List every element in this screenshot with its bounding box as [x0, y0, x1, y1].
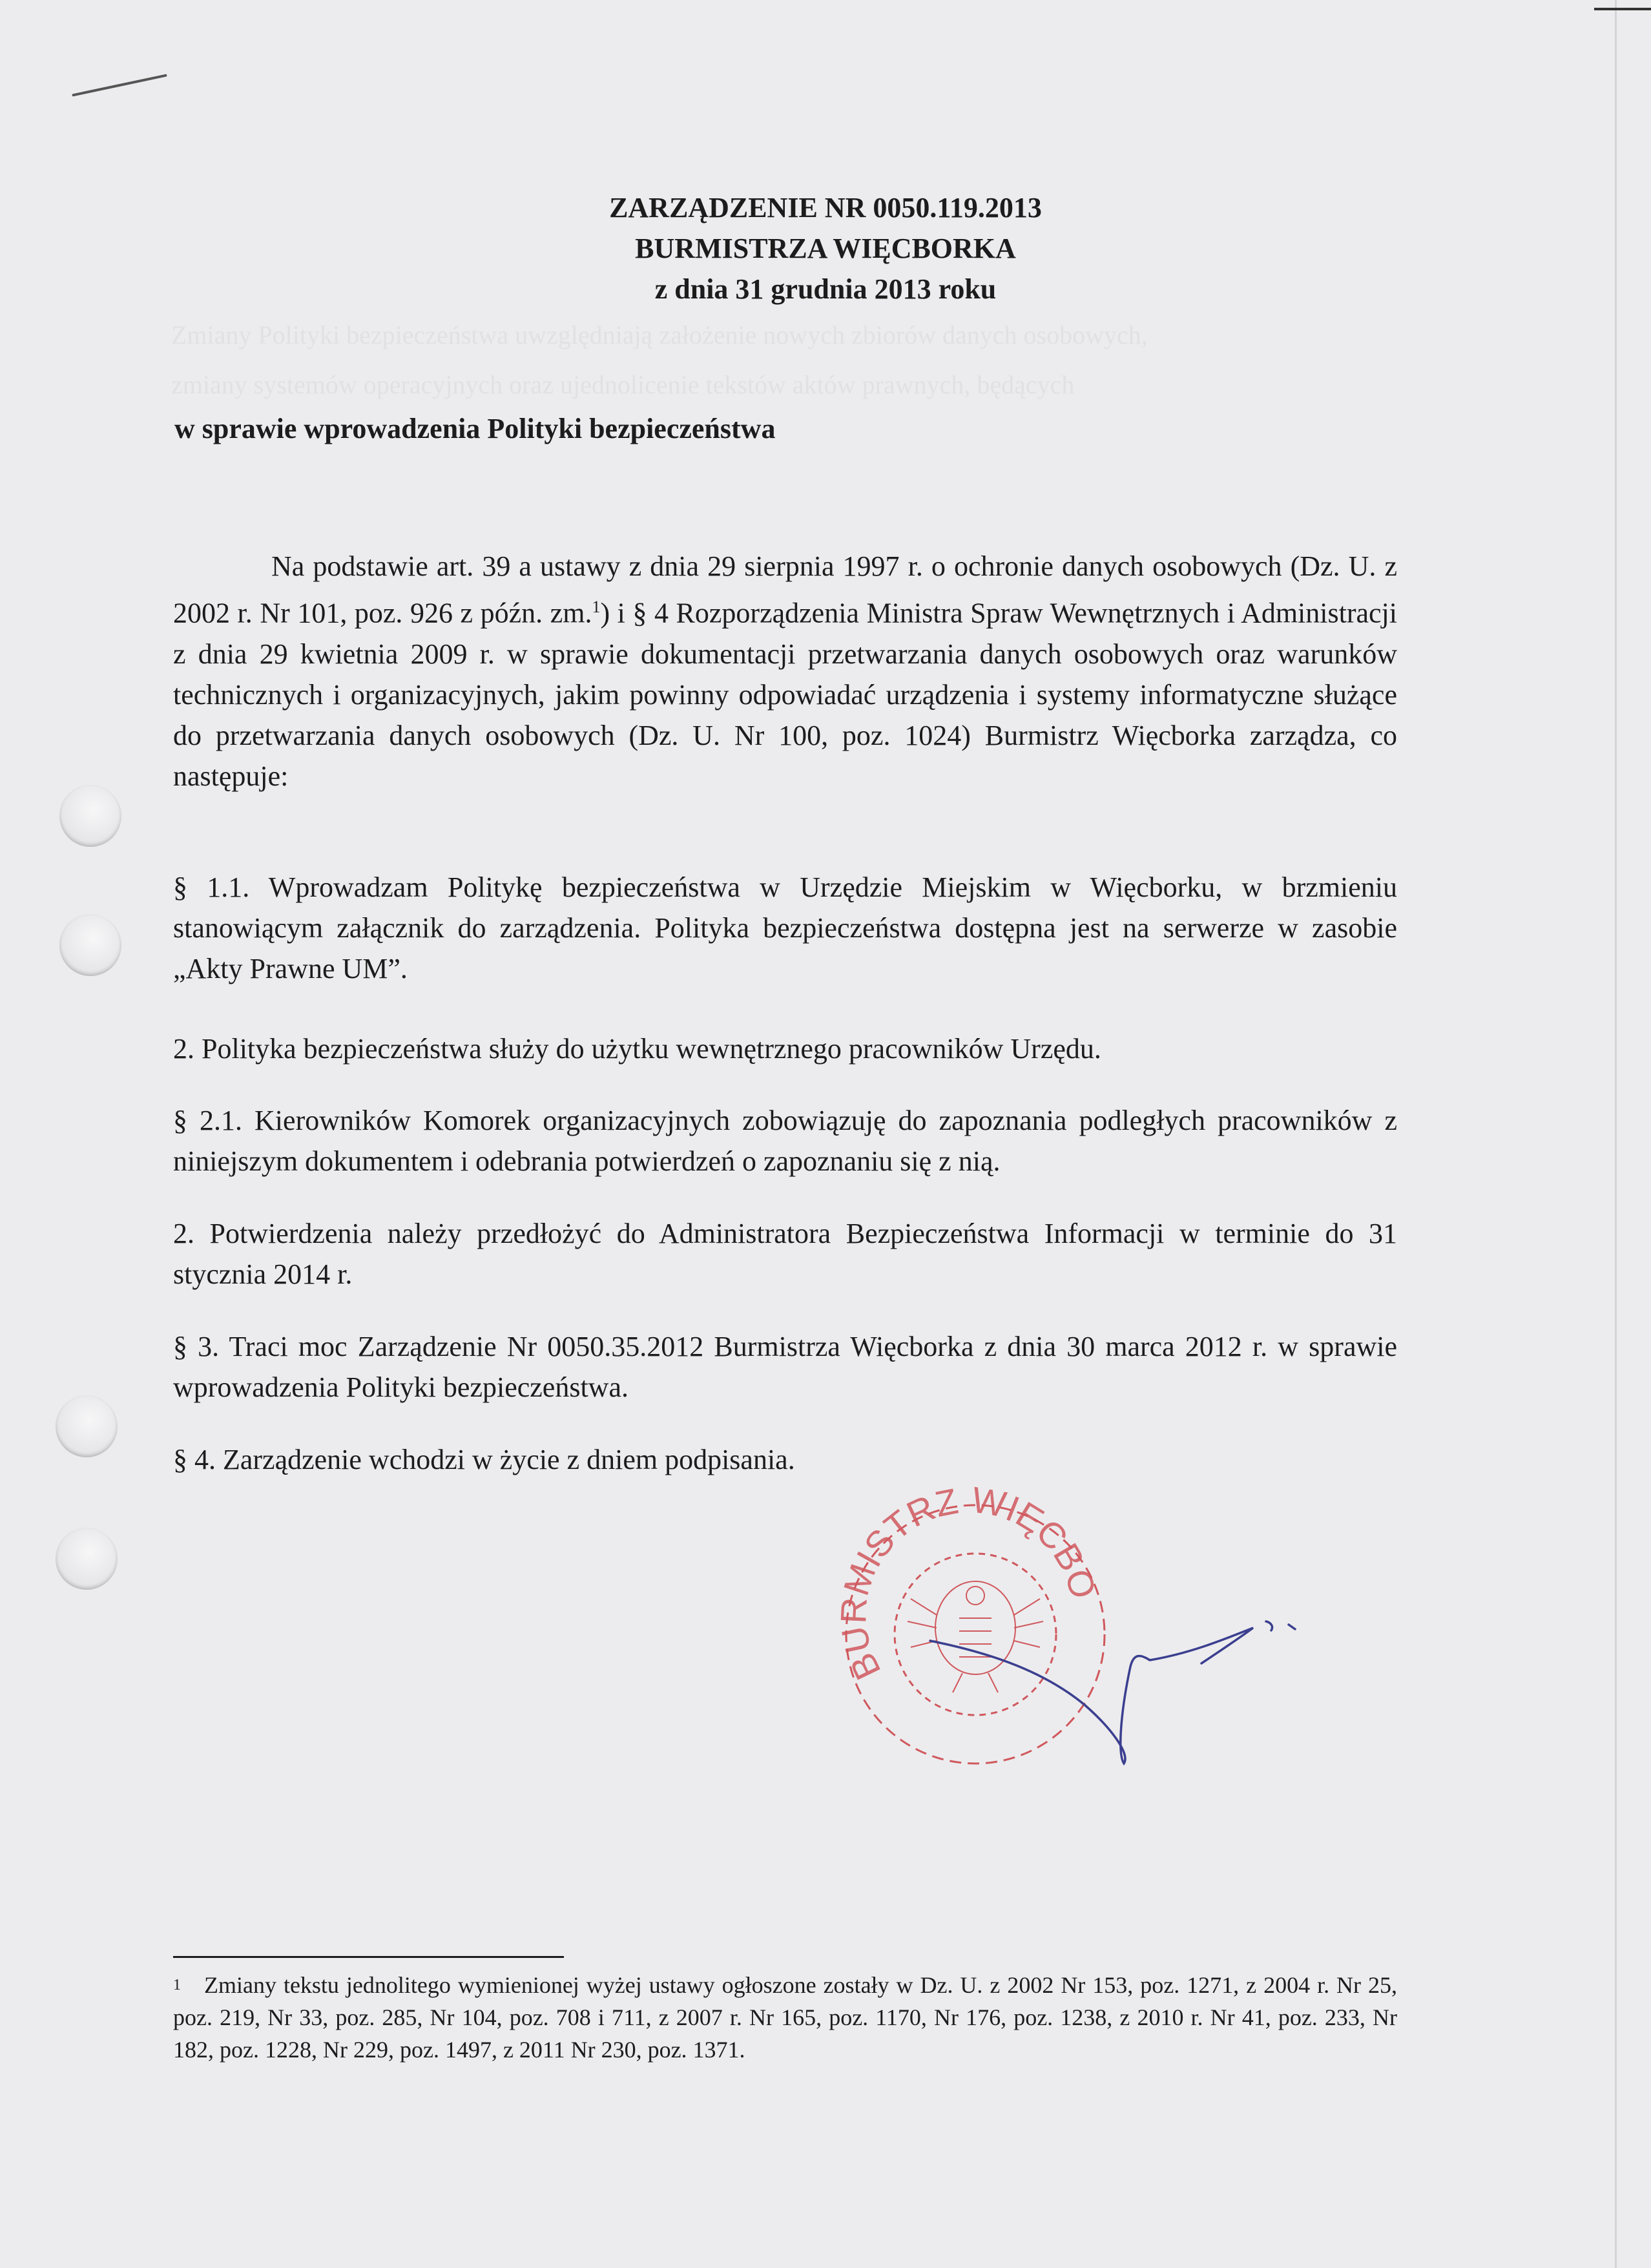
- section-2-paragraph-1: § 2.1. Kierowników Komorek organizacyjnych zobowiązuję do zapoznania podległych pracowników z niniejszym dokumentem i odebrania potwierdzeń o zapoznaniu się z nią.: [173, 1105, 1397, 1177]
- section-2-paragraph-2: 2. Potwierdzenia należy przedłożyć do Administratora Bezpieczeństwa Informacji w terminie do 31 stycznia 2014 r.: [173, 1218, 1397, 1290]
- footnote-separator: [173, 1956, 564, 1958]
- document-subject: w sprawie wprowadzenia Polityki bezpieczeństwa: [174, 413, 776, 444]
- document-date: z dnia 31 grudnia 2013 roku: [654, 273, 997, 305]
- document-title: ZARZĄDZENIE NR 0050.119.2013: [609, 192, 1042, 224]
- pen-stroke-mark: [72, 74, 167, 96]
- issuer: BURMISTRZA WIĘCBORKA: [635, 233, 1016, 264]
- bleed-through-text: Zmiany Polityki bezpieczeństwa uwzględniają założenie nowych zbiorów danych osobowych,: [171, 320, 1148, 349]
- section-1-paragraph-1: § 1.1. Wprowadzam Politykę bezpieczeństwa w Urzędzie Miejskim w Więcborku, w brzmieniu stanowiącym załącznik do zarządzenia. Polityka bezpieczeństwa dostępna jest na serwerze w zasobie „Akty Prawne UM”.: [173, 871, 1397, 984]
- footnote: [173, 1969, 1397, 2066]
- section-1-paragraph-2: 2. Polityka bezpieczeństwa służy do użytku wewnętrznego pracowników Urzędu.: [173, 1033, 1101, 1065]
- punch-hole: [59, 785, 121, 847]
- legal-basis-text-cont: ) i § 4 Rozporządzenia Ministra Spraw Wewnętrznych i Administracji z dnia 29 kwietnia 2009 r. w sprawie dokumentacji przetwarzania danych osobowych oraz warunków technicznych i organizacyjnych, jakim powinny odpowiadać urządzenia i systemy informatyczne służące do przetwarzania danych osobowych (Dz. U. Nr 100, poz. 1024) Burmistrz Więcborka zarządza, co następuje:: [173, 597, 1397, 792]
- scan-edge-line: [1615, 0, 1617, 2268]
- section-4-paragraph: § 4. Zarządzenie wchodzi w życie z dniem podpisania.: [173, 1444, 795, 1475]
- handwritten-signature: [917, 1615, 1318, 1770]
- scan-edge-mark: [1594, 8, 1651, 10]
- punch-hole: [56, 1395, 118, 1457]
- footnote-marker: 1: [173, 1977, 181, 1993]
- footnote-text: Zmiany tekstu jednolitego wymienionej wyżej ustawy ogłoszone zostały w Dz. U. z 2002 Nr 153, poz. 1271, z 2004 r. Nr 25, poz. 219, Nr 33, poz. 285, Nr 104, poz. 708 i 711, z 2007 r. Nr 165, poz. 1170, Nr 176, poz. 1238, z 2010 r. Nr 41, poz. 233, Nr 182, poz. 1228, Nr 229, poz. 1497, z 2011 Nr 230, poz. 1371.: [173, 1972, 1397, 2063]
- bleed-through-text: zmiany systemów operacyjnych oraz ujednolicenie tekstów aktów prawnych, będących: [171, 370, 1075, 399]
- legal-basis-paragraph: [173, 546, 1397, 796]
- document-header: [0, 187, 1651, 309]
- stamp-text: BURMISTRZ WIĘCBORKA: [833, 1479, 1105, 1687]
- section-3-paragraph: § 3. Traci moc Zarządzenie Nr 0050.35.2012 Burmistrza Więcborka z dnia 30 marca 2012 r. w sprawie wprowadzenia Polityki bezpieczeństwa.: [173, 1331, 1397, 1403]
- footnote-reference: 1: [592, 598, 601, 616]
- punch-hole: [56, 1528, 118, 1590]
- legal-basis-text: Na podstawie art. 39 a ustawy z dnia 29 sierpnia 1997 r. o ochronie danych osobowych (Dz. U. z 2002 r. Nr 101, poz. 926 z późn. zm.: [173, 550, 1397, 629]
- punch-hole: [59, 914, 121, 976]
